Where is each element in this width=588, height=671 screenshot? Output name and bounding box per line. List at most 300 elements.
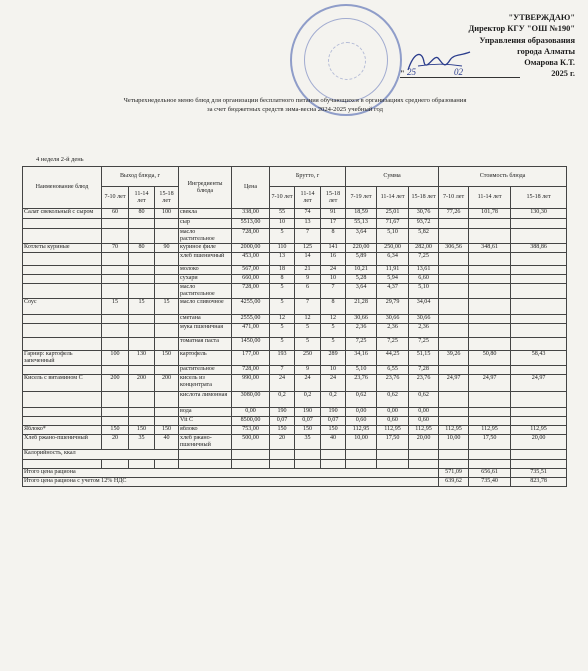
table-cell: 17,50: [377, 435, 409, 450]
table-cell: [102, 219, 129, 229]
table-cell: [469, 229, 511, 244]
table-cell: [129, 417, 155, 426]
table-cell: 30,66: [346, 315, 377, 324]
table-cell: 13,61: [409, 266, 439, 275]
table-cell: [511, 417, 567, 426]
table-cell: 24: [270, 375, 295, 392]
table-cell: 0,62: [346, 392, 377, 408]
table-cell: [102, 284, 129, 299]
table-cell: 1450,00: [232, 338, 270, 351]
table-row: [23, 408, 567, 417]
table-cell: 190: [295, 408, 321, 417]
header-dish: Наименование блюд: [23, 167, 102, 209]
table-cell: [155, 284, 179, 299]
table-cell: [129, 315, 155, 324]
table-cell: 18,59: [346, 209, 377, 219]
table-cell: мука пшеничная: [179, 324, 232, 338]
table-cell: 12: [321, 315, 346, 324]
table-cell: Vit C: [179, 417, 232, 426]
table-cell: [232, 460, 270, 469]
table-cell: 2,36: [346, 324, 377, 338]
table-cell: [102, 266, 129, 275]
table-cell: 190: [270, 408, 295, 417]
table-row: [23, 435, 567, 450]
date-day: 25: [407, 67, 416, 78]
table-cell: [155, 338, 179, 351]
table-cell: 5: [270, 299, 295, 315]
table-cell: 220,00: [346, 244, 377, 253]
table-cell: 2000,00: [232, 244, 270, 253]
table-cell: 60: [102, 209, 129, 219]
table-cell: молоко: [179, 266, 232, 275]
calorie-label: Калорийность, ккал: [23, 450, 179, 460]
table-cell: 660,00: [232, 275, 270, 284]
table-cell: 24,97: [511, 375, 567, 392]
table-cell: свекла: [179, 209, 232, 219]
table-cell: [102, 324, 129, 338]
total-value: 639,62: [439, 478, 469, 487]
table-cell: кислота лимонная: [179, 392, 232, 408]
table-row: [23, 351, 567, 366]
total-label: Итого цена рациона с учетом 12% НДС: [23, 478, 439, 487]
table-cell: 24: [321, 266, 346, 275]
table-row: [23, 392, 567, 408]
table-cell: [469, 450, 511, 460]
table-cell: 112,95: [409, 426, 439, 435]
table-cell: Яблоко*: [23, 426, 102, 435]
table-cell: 5,10: [346, 366, 377, 375]
total-value: 735,40: [469, 478, 511, 487]
table-cell: [23, 266, 102, 275]
table-cell: [270, 450, 295, 460]
table-cell: 30,76: [409, 209, 439, 219]
table-cell: 112,95: [511, 426, 567, 435]
table-cell: сухари: [179, 275, 232, 284]
table-cell: 471,00: [232, 324, 270, 338]
table-cell: [511, 229, 567, 244]
table-cell: [439, 275, 469, 284]
table-cell: 51,15: [409, 351, 439, 366]
table-cell: [23, 338, 102, 351]
table-cell: 0,00: [377, 408, 409, 417]
table-cell: [102, 408, 129, 417]
table-cell: 7: [295, 229, 321, 244]
table-cell: яблоко: [179, 426, 232, 435]
table-cell: [129, 266, 155, 275]
table-cell: хлеб ржано-пшеничный: [179, 435, 232, 450]
table-cell: [469, 253, 511, 266]
table-cell: 0,2: [321, 392, 346, 408]
table-cell: 5: [270, 324, 295, 338]
table-cell: [511, 450, 567, 460]
table-row: [23, 209, 567, 219]
menu-title-line2: за счет бюджетных средств зима-весна 2024-2025 учебный год: [206, 106, 384, 113]
table-cell: [102, 338, 129, 351]
table-cell: 10: [321, 275, 346, 284]
table-cell: [102, 417, 129, 426]
table-cell: 3,64: [346, 284, 377, 299]
header-yield: Выход блюда, г: [102, 167, 179, 187]
table-cell: [439, 392, 469, 408]
header-cost: Стоимость блюда: [439, 167, 567, 187]
table-cell: [377, 460, 409, 469]
table-cell: 7,28: [409, 366, 439, 375]
signature-icon: [404, 44, 474, 78]
header-price: Цена: [232, 167, 270, 209]
table-cell: [129, 338, 155, 351]
table-cell: 6,34: [377, 253, 409, 266]
table-cell: 100: [102, 351, 129, 366]
table-cell: масло растительное: [179, 284, 232, 299]
table-cell: [469, 366, 511, 375]
table-cell: [439, 219, 469, 229]
table-cell: [409, 450, 439, 460]
table-cell: 15: [129, 299, 155, 315]
table-cell: 5,89: [346, 253, 377, 266]
table-cell: 338,00: [232, 209, 270, 219]
table-cell: 0,00: [232, 408, 270, 417]
table-cell: 10,21: [346, 266, 377, 275]
table-cell: 35: [129, 435, 155, 450]
table-cell: [439, 266, 469, 275]
total-label: Итого цена рациона: [23, 469, 439, 478]
table-cell: 190: [321, 408, 346, 417]
table-cell: 35: [295, 435, 321, 450]
table-cell: [155, 315, 179, 324]
table-cell: 0,00: [409, 408, 439, 417]
table-row: [23, 219, 567, 229]
table-cell: 5: [295, 338, 321, 351]
table-cell: [511, 460, 567, 469]
table-cell: 24,97: [439, 375, 469, 392]
table-cell: [469, 338, 511, 351]
date-prefix: ": [400, 69, 405, 79]
table-cell: Салат свекольный с сыром: [23, 209, 102, 219]
table-cell: [102, 366, 129, 375]
table-row: [23, 284, 567, 299]
table-cell: [23, 284, 102, 299]
table-cell: 5: [270, 229, 295, 244]
table-cell: [129, 366, 155, 375]
table-cell: 24,97: [469, 375, 511, 392]
table-cell: 10: [321, 366, 346, 375]
table-cell: [102, 253, 129, 266]
table-cell: 40: [321, 435, 346, 450]
header-gross-11-14: 11-14 лет: [295, 187, 321, 209]
table-cell: 77,26: [439, 209, 469, 219]
table-cell: 10: [270, 219, 295, 229]
table-cell: 0,07: [321, 417, 346, 426]
header-ingredients: Ингредиенты блюда: [179, 167, 232, 209]
table-row: [23, 266, 567, 275]
header-cost-11-14: 11-14 лет: [469, 187, 511, 209]
table-cell: 10,00: [439, 435, 469, 450]
table-cell: 0,2: [270, 392, 295, 408]
table-cell: 15: [155, 299, 179, 315]
calorie-row: [23, 450, 567, 460]
table-cell: 388,86: [511, 244, 567, 253]
header-gross: Брутто, г: [270, 167, 346, 187]
table-cell: 112,95: [346, 426, 377, 435]
table-cell: 150: [321, 426, 346, 435]
table-cell: Кисель с витамином С: [23, 375, 102, 392]
table-cell: [511, 266, 567, 275]
header-sum-11-14: 11-14 лет: [377, 187, 409, 209]
table-cell: [321, 460, 346, 469]
table-cell: [511, 392, 567, 408]
table-cell: 7,25: [409, 253, 439, 266]
table-cell: 7,25: [377, 338, 409, 351]
table-cell: 29,79: [377, 299, 409, 315]
table-cell: 13: [295, 219, 321, 229]
table-cell: 50,80: [469, 351, 511, 366]
table-cell: 130,30: [511, 209, 567, 219]
table-cell: 0,62: [377, 392, 409, 408]
table-cell: 728,00: [232, 366, 270, 375]
table-cell: [23, 253, 102, 266]
table-cell: [155, 366, 179, 375]
table-cell: 30,66: [377, 315, 409, 324]
table-cell: [23, 392, 102, 408]
table-cell: [469, 284, 511, 299]
table-cell: 71,67: [377, 219, 409, 229]
table-cell: 5: [270, 284, 295, 299]
table-cell: 80: [129, 244, 155, 253]
table-cell: 100: [155, 209, 179, 219]
table-cell: [511, 219, 567, 229]
table-cell: [511, 275, 567, 284]
table-cell: 4,37: [377, 284, 409, 299]
table-cell: сыр: [179, 219, 232, 229]
table-cell: 8500,00: [232, 417, 270, 426]
table-cell: масло растительное: [179, 229, 232, 244]
table-cell: [346, 460, 377, 469]
table-cell: [511, 338, 567, 351]
table-cell: [439, 417, 469, 426]
table-cell: 5,82: [409, 229, 439, 244]
table-cell: [439, 315, 469, 324]
table-cell: 101,78: [469, 209, 511, 219]
header-sum: Сумма: [346, 167, 439, 187]
table-cell: 5,94: [377, 275, 409, 284]
table-cell: 13: [270, 253, 295, 266]
table-cell: [23, 315, 102, 324]
table-cell: сметана: [179, 315, 232, 324]
table-cell: [155, 460, 179, 469]
table-cell: 150: [155, 426, 179, 435]
table-cell: 0,62: [409, 392, 439, 408]
table-cell: [179, 460, 232, 469]
menu-table: [22, 166, 567, 487]
table-cell: 125: [295, 244, 321, 253]
table-cell: 44,25: [377, 351, 409, 366]
table-cell: 200: [129, 375, 155, 392]
table-cell: 6,55: [377, 366, 409, 375]
table-row: [23, 366, 567, 375]
header-cost-15-18: 15-18 лет: [511, 187, 567, 209]
table-cell: [511, 315, 567, 324]
table-cell: 112,95: [469, 426, 511, 435]
table-cell: [102, 229, 129, 244]
table-cell: [439, 324, 469, 338]
table-cell: 150: [102, 426, 129, 435]
table-cell: [23, 219, 102, 229]
header-yield-11-14: 11-14 лет: [129, 187, 155, 209]
table-cell: 8: [321, 299, 346, 315]
table-cell: [155, 229, 179, 244]
table-cell: [439, 338, 469, 351]
total-value: 571,09: [439, 469, 469, 478]
table-cell: [155, 266, 179, 275]
table-cell: 16: [321, 253, 346, 266]
table-cell: вода: [179, 408, 232, 417]
table-cell: [129, 284, 155, 299]
table-cell: 25,01: [377, 209, 409, 219]
table-cell: 23,76: [377, 375, 409, 392]
table-cell: 24: [321, 375, 346, 392]
table-cell: 90: [155, 244, 179, 253]
table-cell: 5513,00: [232, 219, 270, 229]
table-cell: [155, 324, 179, 338]
date-year: 2025 г.: [551, 69, 575, 79]
table-cell: 5: [270, 338, 295, 351]
table-cell: [346, 450, 377, 460]
table-cell: 453,00: [232, 253, 270, 266]
table-cell: 39,26: [439, 351, 469, 366]
table-cell: [23, 417, 102, 426]
table-cell: [129, 219, 155, 229]
table-cell: 10,00: [346, 435, 377, 450]
table-cell: 12: [295, 315, 321, 324]
table-cell: 2555,00: [232, 315, 270, 324]
table-cell: 58,43: [511, 351, 567, 366]
table-cell: [129, 253, 155, 266]
table-cell: [23, 229, 102, 244]
table-cell: [270, 460, 295, 469]
table-cell: 5: [321, 324, 346, 338]
table-cell: 7: [270, 366, 295, 375]
table-row: [23, 253, 567, 266]
date-month: 02: [454, 67, 463, 78]
table-cell: томатная паста: [179, 338, 232, 351]
table-cell: 40: [155, 435, 179, 450]
table-cell: [469, 460, 511, 469]
table-cell: [155, 392, 179, 408]
table-cell: 0,00: [346, 408, 377, 417]
table-cell: кисель из концентрата: [179, 375, 232, 392]
table-cell: 0,2: [295, 392, 321, 408]
table-cell: [511, 284, 567, 299]
approval-name: Омарова К.Т.: [524, 58, 575, 68]
table-cell: 7,25: [346, 338, 377, 351]
table-cell: [155, 417, 179, 426]
table-cell: 34,04: [409, 299, 439, 315]
table-cell: 567,00: [232, 266, 270, 275]
total-value: 735,51: [511, 469, 567, 478]
table-cell: [129, 460, 155, 469]
table-cell: 91: [321, 209, 346, 219]
table-cell: Соус: [23, 299, 102, 315]
table-cell: 282,00: [409, 244, 439, 253]
table-cell: 250,00: [377, 244, 409, 253]
table-cell: [155, 219, 179, 229]
table-cell: Котлеты куриные: [23, 244, 102, 253]
table-cell: [439, 460, 469, 469]
table-cell: 8: [270, 275, 295, 284]
table-cell: [102, 315, 129, 324]
table-cell: [511, 366, 567, 375]
table-cell: 21,28: [346, 299, 377, 315]
table-cell: [321, 450, 346, 460]
table-cell: [23, 366, 102, 375]
table-cell: [23, 460, 102, 469]
table-cell: 150: [129, 426, 155, 435]
total-row: [23, 469, 567, 478]
table-cell: [439, 299, 469, 315]
approval-director: Директор КГУ "ОШ №190": [468, 24, 575, 34]
table-cell: [511, 324, 567, 338]
table-cell: 6: [295, 284, 321, 299]
table-cell: [155, 253, 179, 266]
table-cell: 3,64: [346, 229, 377, 244]
table-row: [23, 417, 567, 426]
table-cell: 200: [155, 375, 179, 392]
table-cell: [155, 275, 179, 284]
table-cell: 18: [270, 266, 295, 275]
table-cell: [155, 408, 179, 417]
week-label: 4 неделя 2-й день: [36, 156, 84, 163]
table-cell: [295, 460, 321, 469]
table-cell: 5: [295, 324, 321, 338]
table-cell: [377, 450, 409, 460]
table-cell: 7: [321, 284, 346, 299]
table-cell: [469, 219, 511, 229]
header-gross-15-18: 15-18 лет: [321, 187, 346, 209]
header-yield-15-18: 15-18 лет: [155, 187, 179, 209]
table-cell: 55,13: [346, 219, 377, 229]
table-row: [23, 275, 567, 284]
table-cell: картофель: [179, 351, 232, 366]
table-cell: [469, 417, 511, 426]
table-cell: 4255,00: [232, 299, 270, 315]
table-cell: 20: [102, 435, 129, 450]
table-cell: 306,56: [439, 244, 469, 253]
table-cell: 5,28: [346, 275, 377, 284]
table-cell: 17: [321, 219, 346, 229]
table-cell: 193: [270, 351, 295, 366]
table-cell: 2,36: [409, 324, 439, 338]
table-cell: 12: [270, 315, 295, 324]
table-cell: 9: [295, 366, 321, 375]
table-cell: [511, 408, 567, 417]
header-sum-15-18: 15-18 лет: [409, 187, 439, 209]
table-row: [23, 229, 567, 244]
menu-title: [60, 96, 530, 114]
table-cell: 500,00: [232, 435, 270, 450]
table-cell: [179, 450, 232, 460]
table-cell: [102, 460, 129, 469]
table-cell: [469, 275, 511, 284]
table-cell: 11,91: [377, 266, 409, 275]
table-cell: 110: [270, 244, 295, 253]
table-cell: масло сливочное: [179, 299, 232, 315]
table-cell: 14: [295, 253, 321, 266]
table-cell: [295, 450, 321, 460]
table-cell: 990,00: [232, 375, 270, 392]
table-cell: 112,95: [439, 426, 469, 435]
table-cell: 0,07: [270, 417, 295, 426]
table-cell: 5: [321, 338, 346, 351]
